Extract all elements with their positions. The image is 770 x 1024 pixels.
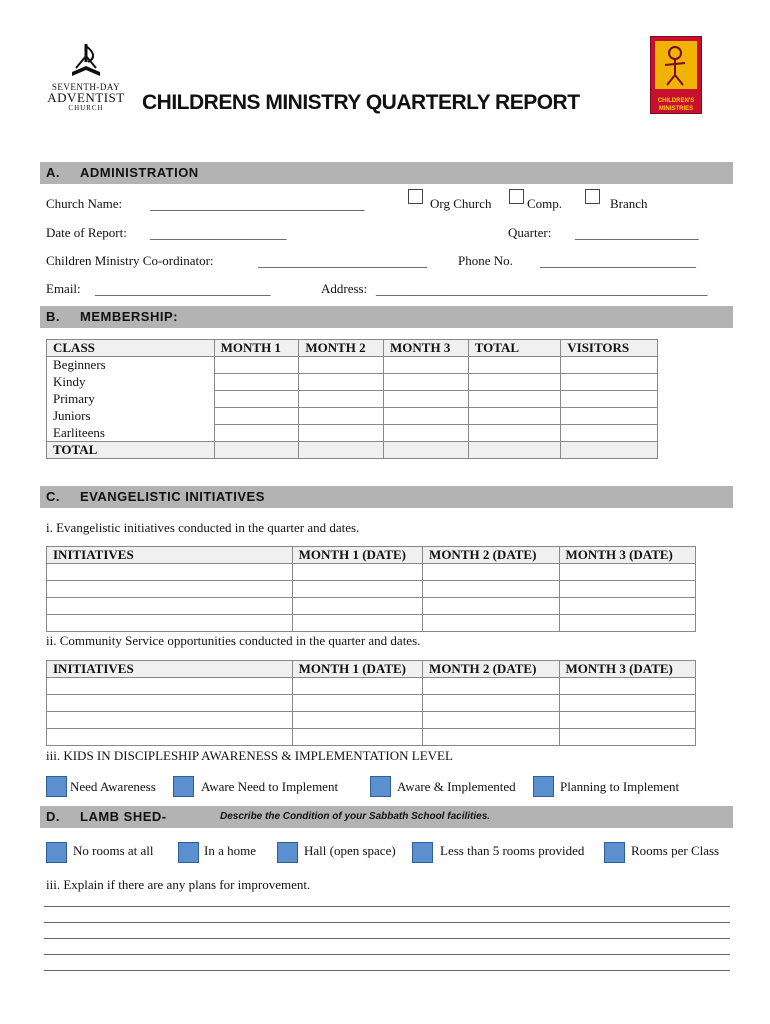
phone-label: Phone No. [458,253,513,268]
quarter-label: Quarter: [508,225,552,240]
class-name: Kindy [47,374,215,391]
table-cell[interactable] [561,425,658,442]
table-cell[interactable] [384,357,469,374]
table-cell[interactable] [423,678,559,695]
table-row [47,729,696,746]
question-evangelistic: i. Evangelistic initiatives conducted in the quarter and dates. [46,520,360,535]
column-header: MONTH 3 (DATE) [559,661,695,678]
table-cell[interactable] [423,729,559,746]
table-cell[interactable] [423,564,559,581]
table-cell[interactable] [47,615,293,632]
table-cell[interactable] [468,425,561,442]
table-cell[interactable] [384,442,469,459]
section-title: LAMB SHED- [80,809,167,824]
no-rooms-label: No rooms at all [73,843,154,858]
address-field[interactable]: ___________________________________________________ [376,282,708,297]
table-row [47,357,658,374]
column-header: MONTH 3 (DATE) [559,547,695,564]
answer-line[interactable] [44,954,730,955]
table-cell[interactable] [559,712,695,729]
in-a-home-checkbox[interactable] [178,842,199,863]
table-cell[interactable] [423,598,559,615]
table-cell[interactable] [292,695,422,712]
table-row [47,615,696,632]
column-header: MONTH 2 [299,340,384,357]
comp-label: Comp. [527,196,563,211]
table-cell[interactable] [559,615,695,632]
table-cell[interactable] [559,695,695,712]
phone-field[interactable]: ________________________ [540,254,696,269]
table-cell[interactable] [384,425,469,442]
table-row [47,598,696,615]
table-cell[interactable] [423,695,559,712]
section-letter: C. [46,489,60,504]
table-cell[interactable] [214,374,299,391]
section-title: ADMINISTRATION [80,165,199,180]
no-rooms-checkbox[interactable] [46,842,67,863]
community-service-table [46,660,696,746]
table-cell[interactable] [292,678,422,695]
table-cell[interactable] [214,357,299,374]
table-cell[interactable] [561,442,658,459]
answer-line[interactable] [44,970,730,971]
table-cell[interactable] [292,712,422,729]
table-cell[interactable] [292,615,422,632]
table-cell[interactable] [561,357,658,374]
table-cell[interactable] [559,581,695,598]
table-cell[interactable] [423,581,559,598]
table-row [47,712,696,729]
table-cell[interactable] [468,391,561,408]
table-cell[interactable] [468,374,561,391]
table-cell[interactable] [214,391,299,408]
table-cell[interactable] [468,357,561,374]
total-row [47,442,658,459]
table-cell[interactable] [384,391,469,408]
table-row [47,678,696,695]
class-name: Juniors [47,408,215,425]
section-letter: B. [46,309,60,324]
section-letter: A. [46,165,60,180]
table-cell[interactable] [299,442,384,459]
childrens-ministries-badge [650,36,702,114]
section-d-header [40,806,733,828]
column-header: MONTH 1 (DATE) [292,547,422,564]
table-cell[interactable] [47,678,293,695]
table-cell[interactable] [292,598,422,615]
section-title: MEMBERSHIP: [80,309,178,324]
planning-to-implement-label: Planning to Implement [560,779,680,794]
table-row [47,581,696,598]
column-header: TOTAL [468,340,561,357]
table-cell[interactable] [384,374,469,391]
comp-checkbox[interactable] [509,189,524,204]
table-cell[interactable] [299,374,384,391]
branch-label: Branch [610,196,648,211]
table-cell[interactable] [47,564,293,581]
aware-implemented-label: Aware & Implemented [397,779,516,794]
section-b-header [40,306,733,328]
badge-text: CHILDREN'S MINISTRIES [657,98,695,112]
column-header: MONTH 1 (DATE) [292,661,422,678]
table-cell[interactable] [47,581,293,598]
logo-line1: SEVENTH-DAY [51,82,121,92]
quarter-field[interactable]: ___________________ [575,226,699,241]
answer-line[interactable] [44,906,730,907]
table-cell[interactable] [559,678,695,695]
question-discipleship: iii. KIDS IN DISCIPLESHIP AWARENESS & IMPLEMENTATION LEVEL [46,748,453,763]
child-figure-icon [651,37,701,92]
address-label: Address: [321,281,368,296]
table-header-row [47,340,658,357]
table-cell[interactable] [214,442,299,459]
table-header-row [47,547,696,564]
evangelistic-initiatives-table [46,546,696,632]
table-cell[interactable] [292,581,422,598]
table-row [47,391,658,408]
rooms-per-class-checkbox[interactable] [604,842,625,863]
table-header-row [47,661,696,678]
table-cell[interactable] [384,408,469,425]
table-cell[interactable] [423,712,559,729]
table-cell[interactable] [292,729,422,746]
in-a-home-label: In a home [204,843,256,858]
column-header: INITIATIVES [47,661,293,678]
table-cell[interactable] [292,564,422,581]
date-label: Date of Report: [46,225,127,240]
church-logo-icon [66,42,106,82]
column-header: CLASS [47,340,215,357]
column-header: VISITORS [561,340,658,357]
logo-line3: CHURCH [68,104,104,112]
table-cell[interactable] [299,357,384,374]
section-title: EVANGELISTIC INITIATIVES [80,489,265,504]
table-cell[interactable] [299,408,384,425]
org-church-label: Org Church [430,196,492,211]
table-cell[interactable] [214,425,299,442]
table-cell[interactable] [47,598,293,615]
column-header: MONTH 3 [384,340,469,357]
coordinator-label: Children Ministry Co-ordinator: [46,253,214,268]
table-cell[interactable] [561,391,658,408]
table-cell[interactable] [561,408,658,425]
table-row [47,564,696,581]
table-cell[interactable] [299,391,384,408]
aware-need-to-implement-checkbox[interactable] [173,776,194,797]
less-than-5-rooms-label: Less than 5 rooms provided [440,843,585,858]
section-letter: D. [46,809,60,824]
question-improvement: iii. Explain if there are any plans for improvement. [46,877,311,892]
section-a-header [40,162,733,184]
answer-line[interactable] [44,938,730,939]
column-header: MONTH 1 [214,340,299,357]
church-name-field[interactable]: _________________________________ [150,197,365,212]
table-cell[interactable] [423,615,559,632]
table-row [47,374,658,391]
coordinator-field[interactable]: __________________________ [258,254,427,269]
table-row [47,408,658,425]
date-field[interactable]: _____________________ [150,226,287,241]
email-label: Email: [46,281,81,296]
less-than-5-rooms-checkbox[interactable] [412,842,433,863]
rooms-per-class-label: Rooms per Class [631,843,720,858]
email-field[interactable]: ___________________________ [95,282,271,297]
class-name: Earliteens [47,425,215,442]
section-c-header [40,486,733,508]
aware-need-to-implement-label: Aware Need to Implement [201,779,339,794]
hall-label: Hall (open space) [304,843,396,858]
table-row [47,695,696,712]
logo-line2: ADVENTIST [47,90,125,105]
table-cell[interactable] [559,564,695,581]
table-cell[interactable] [299,425,384,442]
table-cell[interactable] [559,598,695,615]
hall-checkbox[interactable] [277,842,298,863]
org-church-checkbox[interactable] [408,189,423,204]
church-name-label: Church Name: [46,196,123,211]
table-cell[interactable] [214,408,299,425]
column-header: MONTH 2 (DATE) [423,547,559,564]
answer-line[interactable] [44,922,730,923]
planning-to-implement-checkbox[interactable] [533,776,554,797]
table-cell[interactable] [559,729,695,746]
table-cell[interactable] [47,729,293,746]
column-header: MONTH 2 (DATE) [423,661,559,678]
aware-implemented-checkbox[interactable] [370,776,391,797]
need-awareness-label: Need Awareness [70,779,156,794]
branch-checkbox[interactable] [585,189,600,204]
table-cell[interactable] [468,408,561,425]
question-community-service: ii. Community Service opportunities conducted in the quarter and dates. [46,633,421,648]
membership-table [46,339,658,459]
church-logo [46,42,126,117]
column-header: INITIATIVES [47,547,293,564]
class-name: Beginners [47,357,215,374]
table-cell[interactable] [47,695,293,712]
total-label: TOTAL [47,442,215,459]
table-cell[interactable] [468,442,561,459]
class-name: Primary [47,391,215,408]
table-cell[interactable] [561,374,658,391]
section-subtitle: Describe the Condition of your Sabbath School facilities. [220,811,491,822]
need-awareness-checkbox[interactable] [46,776,67,797]
table-row [47,425,658,442]
page-title: CHILDRENS MINISTRY QUARTERLY REPORT [142,91,580,114]
table-cell[interactable] [47,712,293,729]
